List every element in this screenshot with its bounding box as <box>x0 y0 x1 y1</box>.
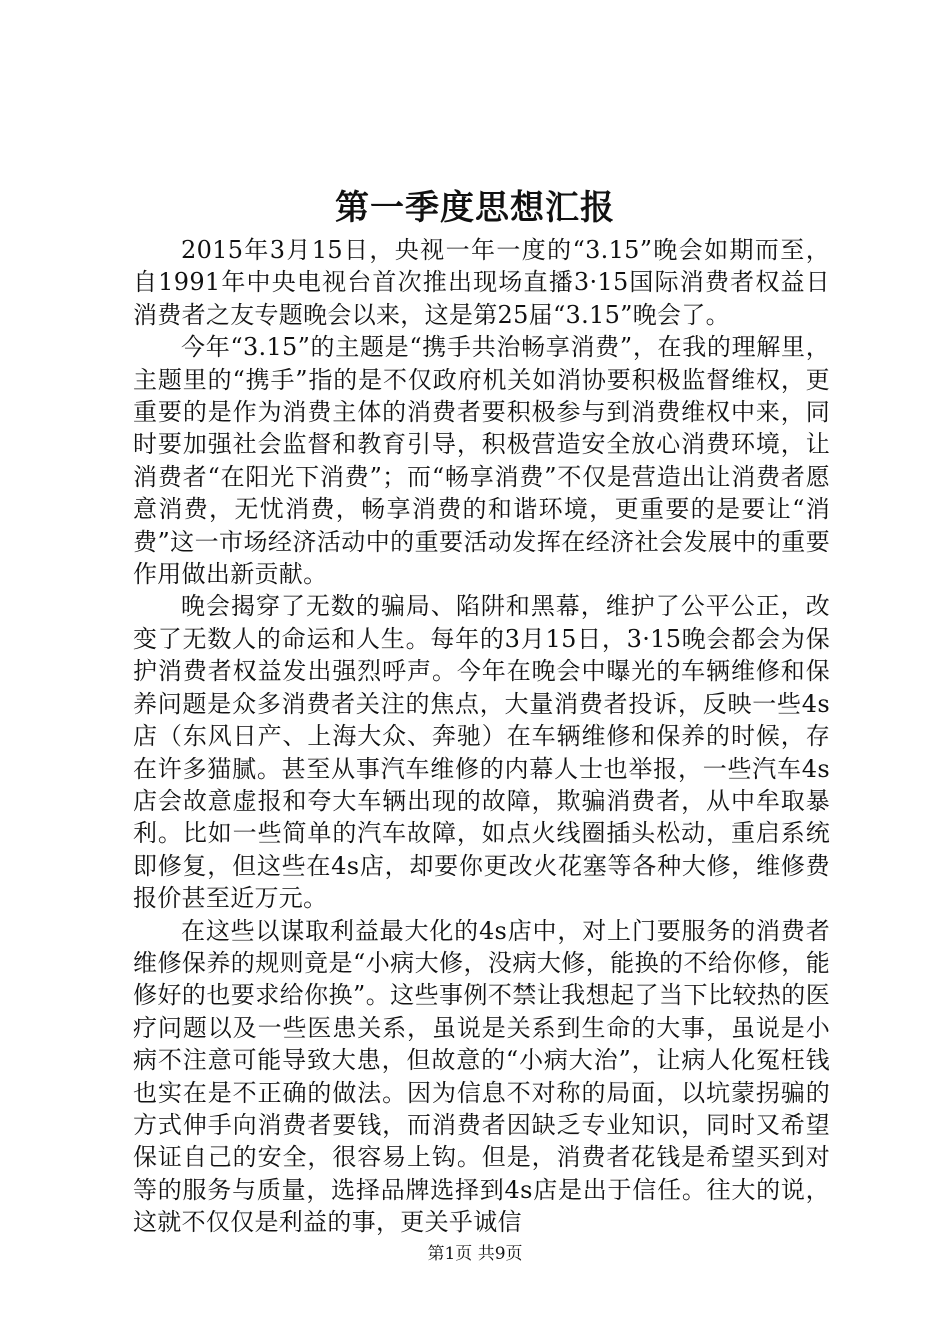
paragraph: 2015年3月15日，央视一年一度的“3.15”晚会如期而至，自1991年中央电视台首次推出现场直播3·15国际消费者权益日消费者之友专题晚会以来，这是第25届“3.15”晚会了。 <box>133 236 830 329</box>
paragraph: 晚会揭穿了无数的骗局、陷阱和黑幕，维护了公平公正，改变了无数人的命运和人生。每年的3月15日，3·15晚会都会为保护消费者权益发出强烈呼声。今年在晚会中曝光的车辆维修和保养问题是众多消费者关注的焦点，大量消费者投诉，反映一些4s店（东风日产、上海大众、奔驰）在车辆维修和保养的时候，存在许多猫腻。甚至从事汽车维修的内幕人士也举报，一些汽车4s店会故意虚报和夸大车辆出现的故障，欺骗消费者，从中牟取暴利。比如一些简单的汽车故障，如点火线圈插头松动，重启系统即修复，但这些在4s店，却要你更改火花塞等各种大修，维修费报价甚至近万元。 <box>133 592 830 913</box>
paragraph: 今年“3.15”的主题是“携手共治畅享消费”，在我的理解里，主题里的“携手”指的是不仅政府机关如消协要积极监督维权，更重要的是作为消费主体的消费者要积极参与到消费维权中来，同时要加强社会监督和教育引导，积极营造安全放心消费环境，让消费者“在阳光下消费”；而“畅享消费”不仅是营造出让消费者愿意消费，无忧消费，畅享消费的和谐环境，更重要的是要让“消费”这一市场经济活动中的重要活动发挥在经济社会发展中的重要作用做出新贡献。 <box>133 333 830 589</box>
paragraph: 在这些以谋取利益最大化的4s店中，对上门要服务的消费者维修保养的规则竟是“小病大修，没病大修，能换的不给你修，能修好的也要求给你换”。这些事例不禁让我想起了当下比较热的医疗问题以及一些医患关系，虽说是关系到生命的大事，虽说是小病不注意可能导致大患，但故意的“小病大治”，让病人化冤枉钱也实在是不正确的做法。因为信息不对称的局面，以坑蒙拐骗的方式伸手向消费者要钱，而消费者因缺乏专业知识，同时又希望保证自己的安全，很容易上钩。但是，消费者花钱是希望买到对等的服务与质量，选择品牌选择到4s店是出于信任。往大的说，这就不仅仅是利益的事，更关乎诚信 <box>133 916 830 1237</box>
page-footer: 第1页 共9页 <box>427 1244 523 1264</box>
document-title: 第一季度思想汇报 <box>335 188 615 228</box>
document-body <box>133 234 830 1239</box>
